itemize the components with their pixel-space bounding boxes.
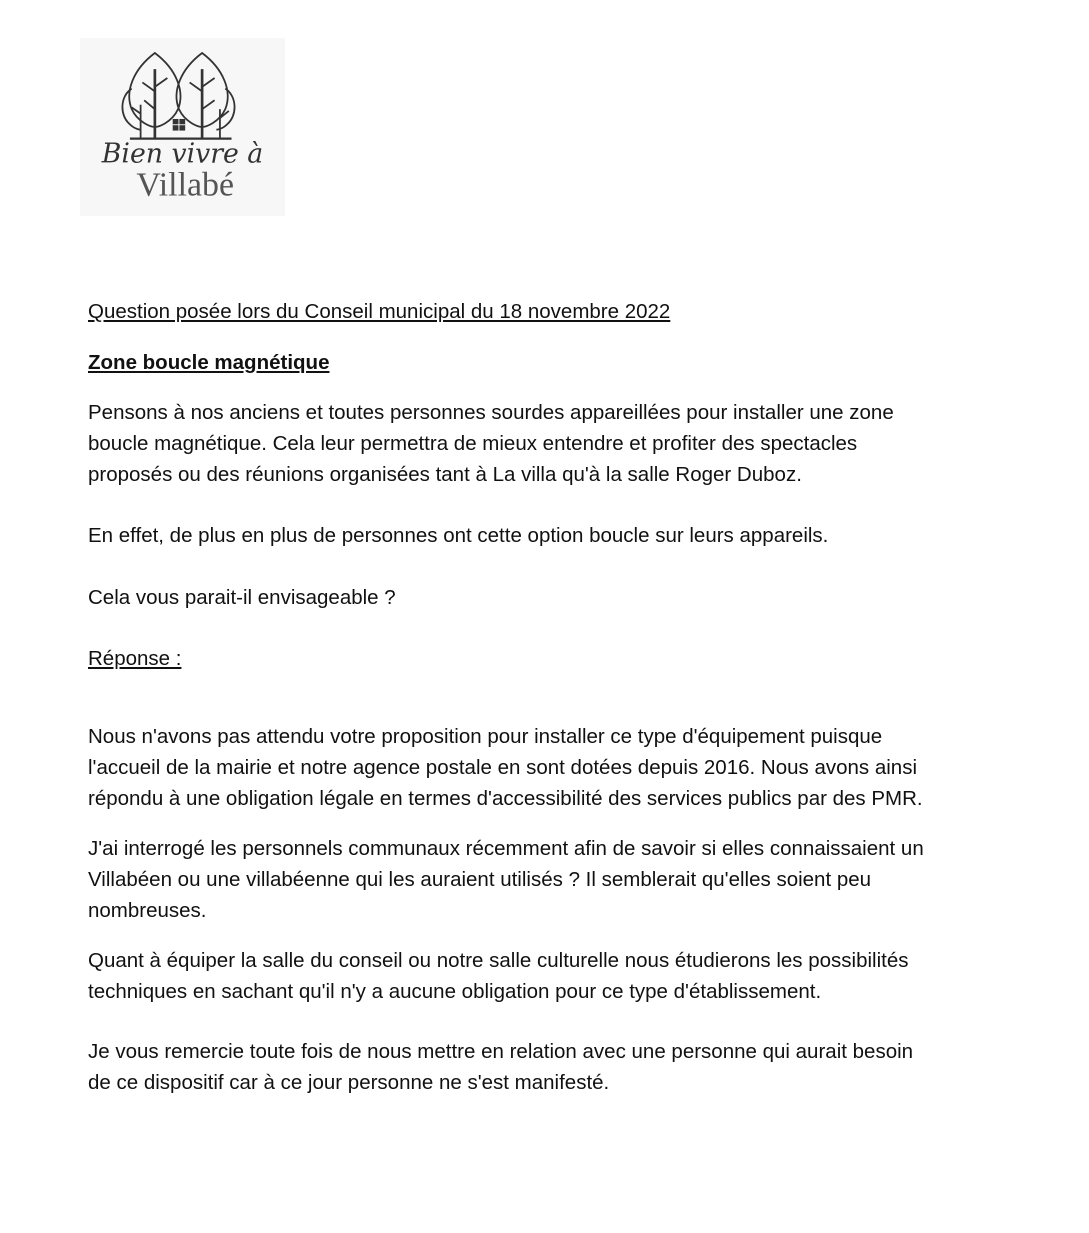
document-title: Zone boucle magnétique [88, 351, 330, 374]
response-paragraph-3 [88, 945, 909, 1007]
text-line: boucle magnétique. Cela leur permettra de mieux entendre et profiter des spectacles [88, 432, 858, 455]
logo-tagline: Bien vivre à [101, 138, 264, 170]
question-heading: Question posée lors du Conseil municipal du 18 novembre 2022 [88, 300, 671, 323]
response-paragraph-1 [88, 721, 923, 814]
text-line: Villabéen ou une villabéenne qui les auraient utilisés ? Il semblerait qu'elles soient peu [88, 868, 872, 891]
text-line: Cela vous parait-il envisageable ? [88, 586, 396, 609]
text-line: J'ai interrogé les personnels communaux récemment afin de savoir si elles connaissaient un [88, 837, 924, 860]
text-line: techniques en sachant qu'il n'y a aucune obligation pour ce type d'établissement. [88, 980, 822, 1003]
text-line: Nous n'avons pas attendu votre proposition pour installer ce type d'équipement puisque [88, 725, 883, 748]
response-label: Réponse : [88, 647, 182, 670]
text-line: Pensons à nos anciens et toutes personnes sourdes appareillées pour installer une zone [88, 401, 894, 424]
trees-house-logo-icon [80, 38, 285, 216]
response-paragraph-4 [88, 1036, 913, 1098]
logo-town-name: Villabé [136, 166, 234, 204]
logo [80, 38, 285, 216]
text-line: Je vous remercie toute fois de nous mettre en relation avec une personne qui aurait besoin [88, 1040, 914, 1063]
question-paragraph-1 [88, 397, 894, 490]
text-line: nombreuses. [88, 899, 207, 922]
text-line: Quant à équiper la salle du conseil ou notre salle culturelle nous étudierons les possibilités [88, 949, 909, 972]
text-line: l'accueil de la mairie et notre agence postale en sont dotées depuis 2016. Nous avons ainsi [88, 756, 917, 779]
text-line: En effet, de plus en plus de personnes ont cette option boucle sur leurs appareils. [88, 524, 829, 547]
text-line: répondu à une obligation légale en termes d'accessibilité des services publics par des PMR. [88, 787, 923, 810]
text-line: de ce dispositif car à ce jour personne ne s'est manifesté. [88, 1071, 610, 1094]
question-paragraph-2 [88, 520, 828, 551]
question-paragraph-3 [88, 582, 396, 613]
response-paragraph-2 [88, 833, 924, 926]
text-line: proposés ou des réunions organisées tant à La villa qu'à la salle Roger Duboz. [88, 463, 802, 486]
